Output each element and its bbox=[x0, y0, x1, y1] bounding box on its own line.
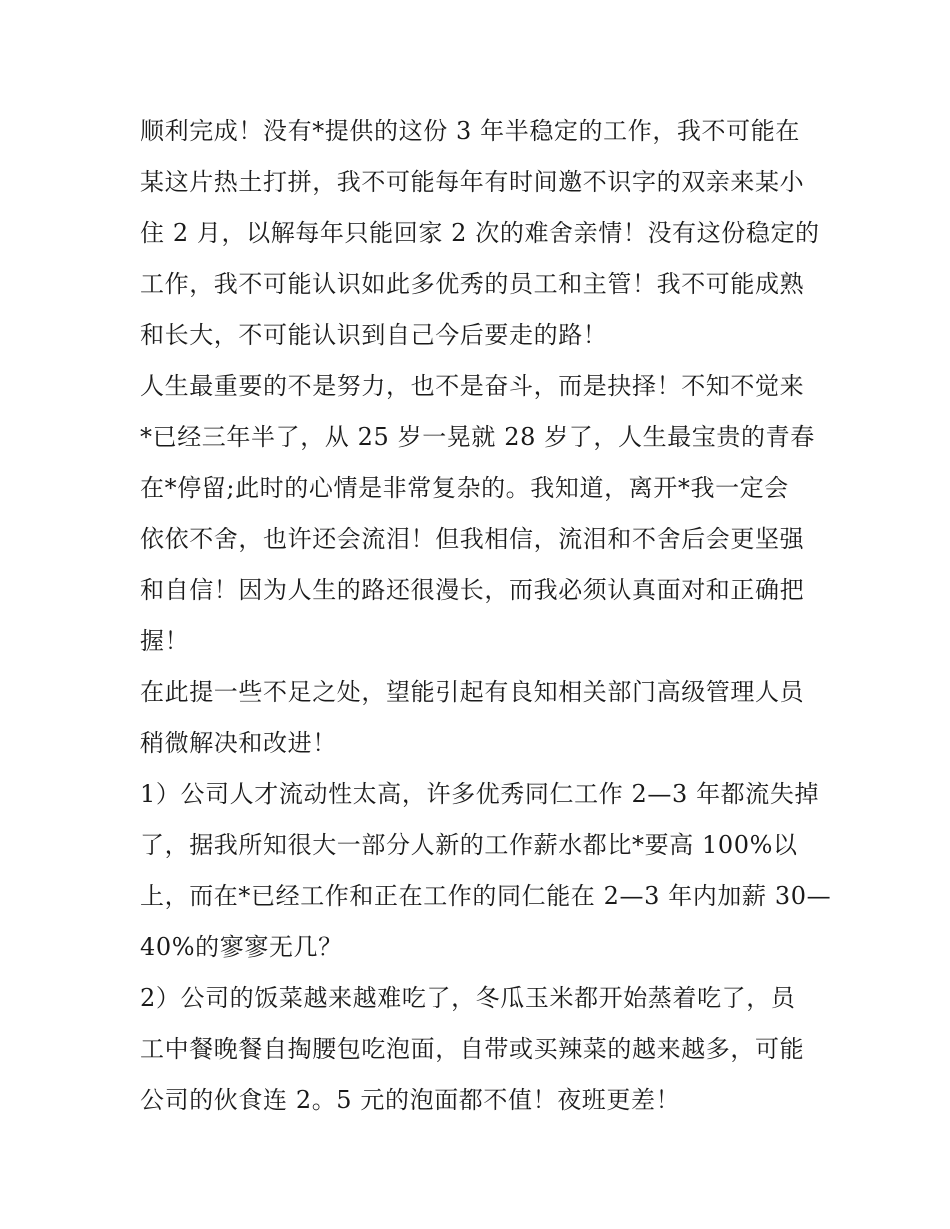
text-line: 顺利完成！没有*提供的这份 3 年半稳定的工作，我不可能在 bbox=[140, 117, 800, 145]
text-line: 工作，我不可能认识如此多优秀的员工和主管！我不可能成熟 bbox=[140, 270, 805, 298]
text-line: 在*停留;此时的心情是非常复杂的。我知道，离开*我一定会 bbox=[140, 474, 789, 502]
text-line: 1）公司人才流动性太高，许多优秀同仁工作 2—3 年都流失掉 bbox=[140, 780, 820, 808]
text-line: 人生最重要的不是努力，也不是奋斗，而是抉择！不知不觉来 bbox=[140, 372, 805, 400]
text-line: 依依不舍，也许还会流泪！但我相信，流泪和不舍后会更坚强 bbox=[140, 525, 805, 553]
text-line: 公司的伙食连 2。5 元的泡面都不值！夜班更差！ bbox=[140, 1086, 681, 1114]
text-line: 了，据我所知很大一部分人新的工作薪水都比*要高 100%以 bbox=[140, 831, 798, 859]
text-line: 住 2 月，以解每年只能回家 2 次的难舍亲情！没有这份稳定的 bbox=[140, 219, 820, 247]
text-line: 工中餐晚餐自掏腰包吃泡面，自带或买辣菜的越来越多，可能 bbox=[140, 1035, 805, 1063]
text-line: 2）公司的饭菜越来越难吃了，冬瓜玉米都开始蒸着吃了，员 bbox=[140, 984, 796, 1012]
text-line: 上，而在*已经工作和正在工作的同仁能在 2—3 年内加薪 30— bbox=[140, 882, 832, 910]
text-line: 握！ bbox=[140, 627, 190, 655]
text-line: 在此提一些不足之处，望能引起有良知相关部门高级管理人员 bbox=[140, 678, 805, 706]
document-body bbox=[140, 106, 832, 1126]
text-line: 稍微解决和改进！ bbox=[140, 729, 337, 757]
text-line: 40%的寥寥无几？ bbox=[140, 933, 343, 961]
text-line: *已经三年半了，从 25 岁一晃就 28 岁了，人生最宝贵的青春 bbox=[140, 423, 815, 451]
text-line: 和自信！因为人生的路还很漫长，而我必须认真面对和正确把 bbox=[140, 576, 805, 604]
text-line: 和长大，不可能认识到自己今后要走的路！ bbox=[140, 321, 608, 349]
text-line: 某这片热土打拼，我不可能每年有时间邀不识字的双亲来某小 bbox=[140, 168, 805, 196]
